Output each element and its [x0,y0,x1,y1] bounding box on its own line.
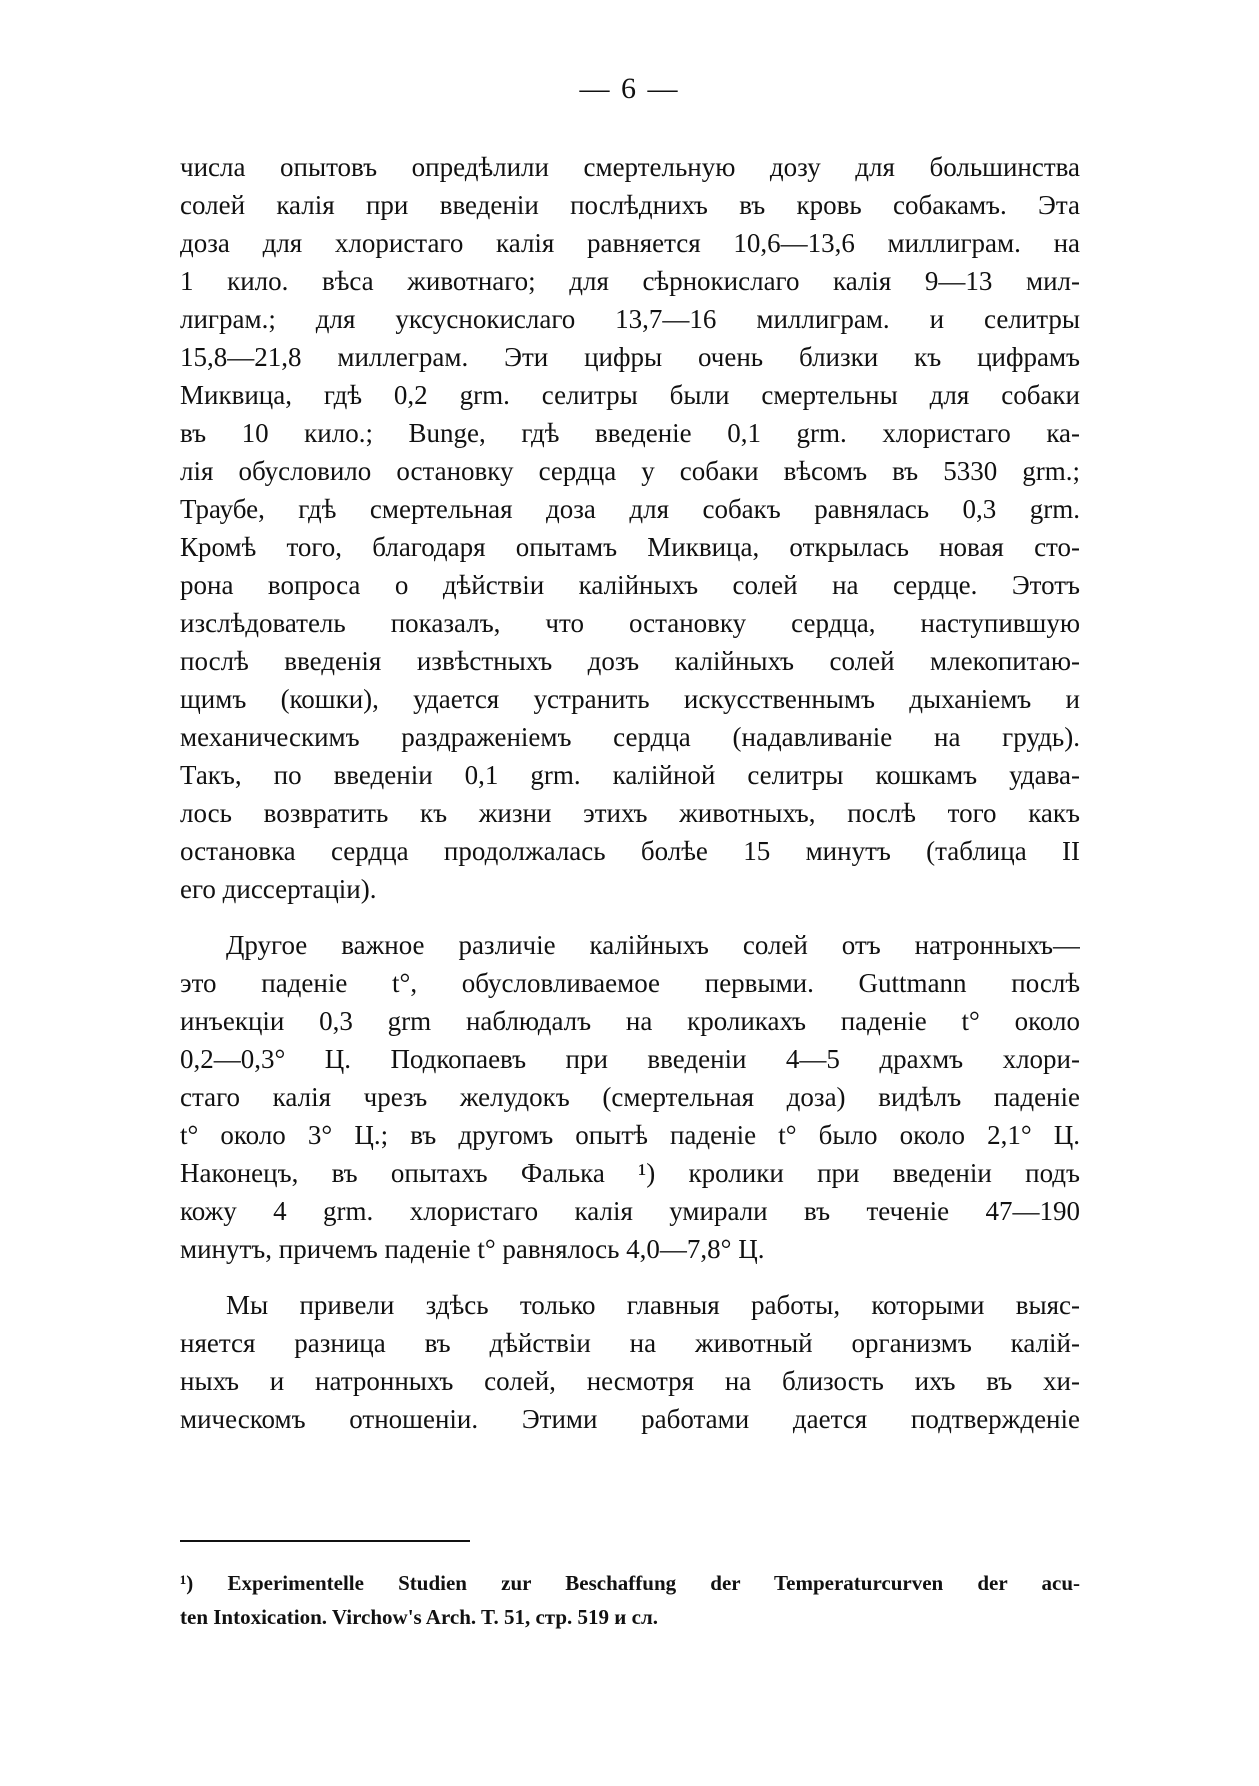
footnote-rule [180,1540,470,1542]
text-line: няется разница въ дѣйствіи на животный организмъ калій- [180,1328,1080,1358]
page-number: — 6 — [579,72,680,105]
footnote-line: ten Intoxication. Virchow's Arch. T. 51, стр. 519 и сл. [180,1605,658,1629]
body-text [180,148,1080,1438]
footnote-line: ¹) Experimentelle Studien zur Beschaffung der Temperaturcurven der acu- [180,1571,1080,1595]
paragraph-gap [180,1268,1080,1286]
footnote [180,1566,1080,1634]
text-line: остановка сердца продолжалась болѣе 15 минутъ (таблица II [180,836,1080,866]
text-line: лія обусловило остановку сердца у собаки вѣсомъ въ 5330 grm.; [180,456,1080,486]
paragraph-gap [180,908,1080,926]
text-line: Другое важное различіе калійныхъ солей отъ натронныхъ— [226,930,1080,960]
text-line: изслѣдователь показалъ, что остановку сердца, наступившую [180,608,1080,638]
paragraph [180,1286,1080,1438]
text-line: ныхъ и натронныхъ солей, несмотря на близость ихъ въ хи- [180,1366,1080,1396]
text-line: Кромѣ того, благодаря опытамъ Миквица, открылась новая сто- [180,532,1080,562]
text-line: это паденіе t°, обусловливаемое первыми. Guttmann послѣ [180,968,1080,998]
text-line: инъекціи 0,3 grm наблюдалъ на кроликахъ паденіе t° около [180,1006,1080,1036]
text-line: стаго калія чрезъ желудокъ (смертельная доза) видѣлъ паденіе [180,1082,1080,1112]
paragraph [180,926,1080,1268]
text-line: лось возвратить къ жизни этихъ животныхъ, послѣ того какъ [180,798,1080,828]
text-line: рона вопроса о дѣйствіи калійныхъ солей на сердце. Этотъ [180,570,1080,600]
text-line: въ 10 кило.; Bunge, гдѣ введеніе 0,1 grm. хлористаго ка- [180,418,1080,448]
text-line: Такъ, по введеніи 0,1 grm. калійной селитры кошкамъ удава- [180,760,1080,790]
text-line: солей калія при введеніи послѣднихъ въ кровь собакамъ. Эта [180,190,1080,220]
text-line: кожу 4 grm. хлористаго калія умирали въ теченіе 47—190 [180,1196,1080,1226]
text-line: его диссертаціи). [180,874,377,904]
text-line: t° около 3° Ц.; въ другомъ опытѣ паденіе t° было около 2,1° Ц. [180,1120,1080,1150]
text-line: мическомъ отношеніи. Этими работами дается подтвержденіе [180,1404,1080,1434]
text-line: Траубе, гдѣ смертельная доза для собакъ равнялась 0,3 grm. [180,494,1080,524]
text-line: 15,8—21,8 миллеграм. Эти цифры очень близки къ цифрамъ [180,342,1080,372]
text-line: минутъ, причемъ паденіе t° равнялось 4,0—7,8° Ц. [180,1234,765,1264]
text-line: Мы привели здѣсь только главныя работы, которыми выяс- [226,1290,1080,1320]
text-line: механическимъ раздраженіемъ сердца (надавливаніе на грудь). [180,722,1080,752]
text-line: числа опытовъ опредѣлили смертельную дозу для большинства [180,152,1080,182]
paragraph [180,148,1080,908]
text-line: доза для хлористаго калія равняется 10,6—13,6 миллиграм. на [180,228,1080,258]
text-line: Наконецъ, въ опытахъ Фалька ¹) кролики при введеніи подъ [180,1158,1080,1188]
text-line: щимъ (кошки), удается устранить искусственнымъ дыханіемъ и [180,684,1080,714]
text-line: 0,2—0,3° Ц. Подкопаевъ при введеніи 4—5 драхмъ хлори- [180,1044,1080,1074]
text-line: лиграм.; для уксуснокислаго 13,7—16 миллиграм. и селитры [180,304,1080,334]
text-line: послѣ введенія извѣстныхъ дозъ калійныхъ солей млекопитаю- [180,646,1080,676]
text-line: Миквица, гдѣ 0,2 grm. селитры были смертельны для собаки [180,380,1080,410]
text-line: 1 кило. вѣса животнаго; для сѣрнокислаго калія 9—13 мил- [180,266,1080,296]
